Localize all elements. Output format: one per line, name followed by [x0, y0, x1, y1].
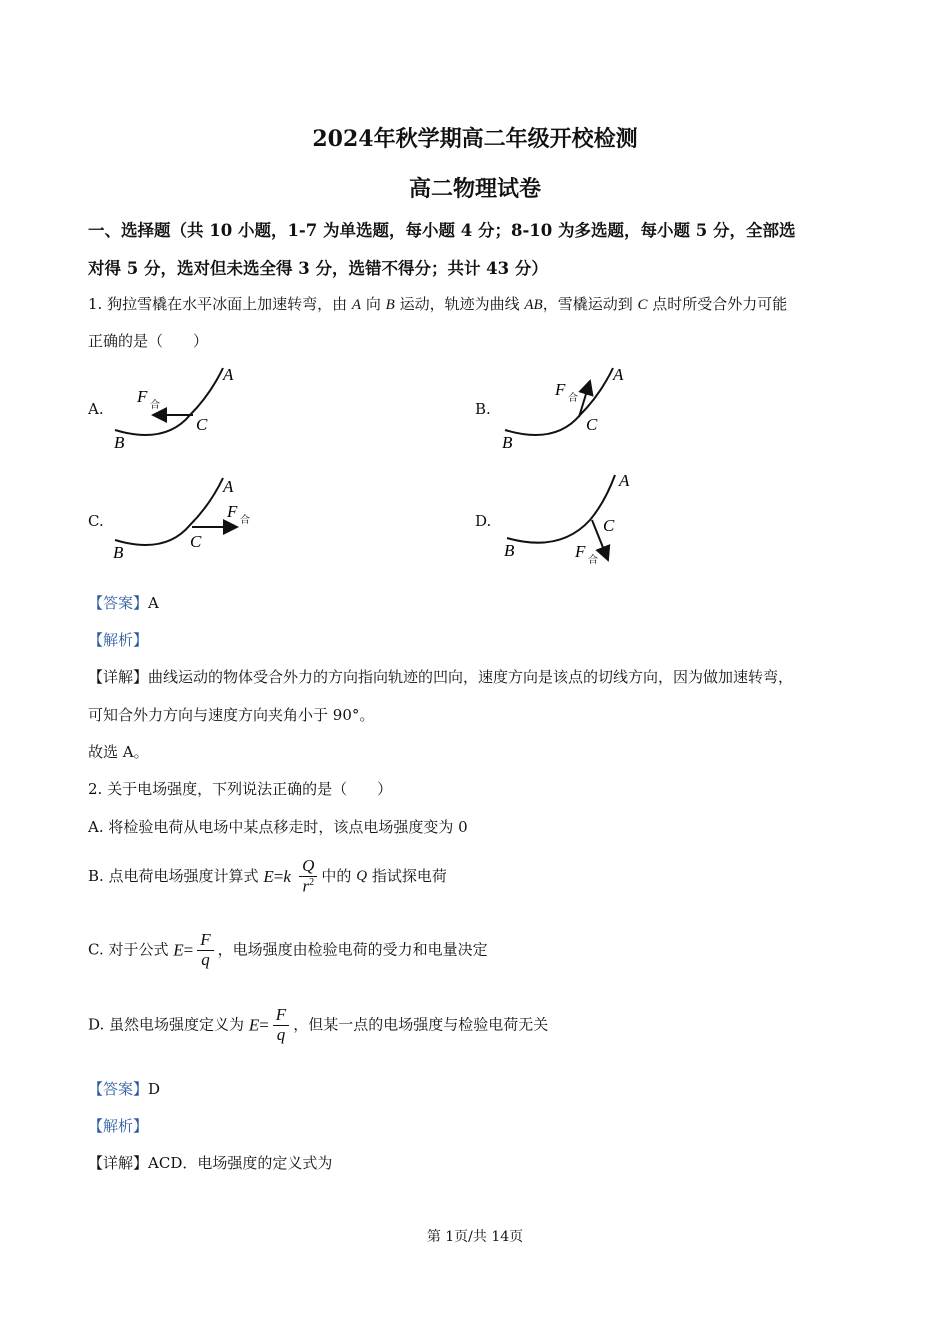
- q1-stem-text-e: 点时所受合外力可能: [652, 295, 788, 313]
- q2b-r: r: [302, 876, 310, 896]
- q1d-label-sub: 合: [588, 555, 598, 566]
- q1-detail-line1: [88, 666, 793, 687]
- section-heading-line1: 一、选择题（共 10 小题，1-7 为单选题，每小题 4 分；8-10 为多选题，每小题 5 分，全部选: [88, 221, 796, 240]
- q2c-fraction: [197, 931, 213, 969]
- q1-point-c: C: [637, 297, 648, 313]
- q1-curve-ab: AB: [524, 297, 543, 313]
- q1-figure-c: [105, 470, 265, 565]
- q1-stem-line1: [88, 293, 787, 314]
- q2-answer-value: D: [148, 1080, 161, 1098]
- q1-answer-value: A: [148, 594, 159, 612]
- q1-answer-tag: 【答案】: [88, 594, 149, 612]
- q2d-denominator: q: [276, 1024, 286, 1044]
- q1-stem-text-a: 1. 狗拉雪橇在水平冰面上加速转弯，由: [88, 295, 348, 313]
- q1a-label-b: B: [114, 433, 125, 452]
- q2-option-c[interactable]: [88, 931, 488, 969]
- page-title: 2024年秋学期高二年级开校检测: [312, 126, 638, 152]
- q1c-label-sub: 合: [240, 515, 250, 526]
- q1c-label-f: F: [227, 502, 238, 521]
- q1b-label-f: F: [555, 380, 566, 399]
- q1-stem-text-b: 向: [365, 295, 381, 313]
- q2b-numerator: Q: [299, 857, 317, 877]
- q1b-label-sub: 合: [568, 393, 578, 404]
- q2-option-b-q: Q: [356, 868, 368, 885]
- q2b-exp: 2: [309, 876, 315, 888]
- q2-option-b[interactable]: [88, 857, 447, 896]
- q2d-numerator: F: [273, 1006, 289, 1026]
- q2c-denominator: q: [201, 949, 210, 969]
- q2d-fraction: [273, 1006, 289, 1044]
- q2-option-d[interactable]: [88, 1006, 548, 1044]
- q2-option-a[interactable]: A. 将检验电荷从电场中某点移走时，该点电场强度变为 0: [88, 818, 468, 836]
- q2-option-d-post: ，但某一点的电场强度与检验电荷无关: [293, 1015, 549, 1034]
- q2-option-d-text: D. 虽然电场强度定义为: [88, 1015, 245, 1034]
- q2-answer-tag: 【答案】: [88, 1080, 149, 1098]
- q1-figure-a: [105, 360, 255, 455]
- q1c-label-b: B: [113, 543, 124, 562]
- q1-point-b: B: [385, 297, 395, 313]
- q2-option-b-post: 中的: [321, 867, 352, 886]
- q2-detail: [88, 1152, 332, 1173]
- q2-stem: 2. 关于电场强度，下列说法正确的是（ ）: [88, 780, 393, 798]
- q2c-eq: =: [183, 940, 194, 960]
- q1d-curve: [507, 475, 615, 543]
- q1d-label-f: F: [575, 542, 586, 561]
- section-heading-line2: 对得 5 分，选对但未选全得 3 分，选错不得分；共计 43 分）: [88, 259, 548, 278]
- q2-analysis-tag: 【解析】: [88, 1117, 149, 1135]
- q1d-label-b: B: [504, 541, 515, 560]
- q1b-label-a: A: [613, 365, 624, 384]
- q1a-label-sub: 合: [150, 400, 160, 411]
- page-subtitle: 高二物理试卷: [408, 176, 541, 202]
- q2-detail-tag: 【详解】: [88, 1154, 149, 1172]
- q1d-label-a: A: [619, 471, 630, 490]
- q2-answer: [88, 1078, 160, 1099]
- q1c-label-a: A: [223, 477, 234, 496]
- q2-option-b-text: B. 点电荷电场强度计算式: [88, 867, 259, 886]
- q1-analysis-tag: 【解析】: [88, 631, 149, 649]
- page-footer: 第 1页/共 14页: [426, 1229, 524, 1245]
- q2c-lhs: [173, 941, 193, 960]
- q1-option-a-label[interactable]: A.: [88, 400, 104, 418]
- q1-conclusion: 故选 A。: [88, 743, 149, 761]
- q1-option-d-label[interactable]: D.: [475, 512, 492, 530]
- q1-stem-text-c: 运动，轨迹为曲线: [399, 295, 520, 313]
- q1c-label-c: C: [190, 532, 202, 551]
- q1-figure-d: [495, 470, 655, 570]
- q1c-curve: [115, 478, 223, 545]
- q1-option-b-label[interactable]: B.: [475, 400, 491, 418]
- q2-option-c-post: ，电场强度由检验电荷的受力和电量决定: [217, 940, 488, 959]
- q2c-numerator: F: [197, 931, 213, 951]
- q1b-label-c: C: [586, 415, 598, 434]
- q2b-k: k: [283, 867, 291, 887]
- q1-stem-text-d: ，雪橇运动到: [542, 295, 633, 313]
- q2d-e: E: [248, 1015, 260, 1035]
- q1a-label-a: A: [223, 365, 234, 384]
- q1-stem-line2: 正确的是（ ）: [88, 332, 209, 350]
- q2d-lhs: [249, 1016, 269, 1035]
- q2c-e: E: [173, 940, 184, 960]
- q2d-eq: =: [259, 1015, 269, 1035]
- q2-option-b-end: 指试探电荷: [371, 867, 447, 886]
- q1d-label-c: C: [603, 516, 615, 535]
- q2-option-b-formula: [263, 867, 295, 886]
- q2b-fraction: [299, 857, 317, 896]
- q1-detail-tag: 【详解】: [88, 668, 149, 686]
- q1b-label-b: B: [502, 433, 513, 452]
- q2b-denominator: [299, 877, 317, 896]
- q1a-label-c: C: [196, 415, 208, 434]
- q2-detail-text: ACD．电场强度的定义式为: [148, 1154, 333, 1172]
- q2b-eq: =: [273, 867, 284, 887]
- q1-detail-line2: 可知合外力方向与速度方向夹角小于 90°。: [88, 706, 375, 724]
- q1-detail-text1: 曲线运动的物体受合外力的方向指向轨迹的凹向，速度方向是该点的切线方向，因为做加速转弯，: [148, 668, 794, 686]
- q1a-label-f: F: [137, 387, 148, 406]
- q2b-e: E: [263, 867, 274, 887]
- q2-option-c-text: C. 对于公式: [88, 940, 169, 959]
- q1-point-a: A: [351, 297, 362, 313]
- q1-figure-b: [495, 360, 645, 455]
- q1-answer: [88, 592, 159, 613]
- q1-option-c-label[interactable]: C.: [88, 512, 104, 530]
